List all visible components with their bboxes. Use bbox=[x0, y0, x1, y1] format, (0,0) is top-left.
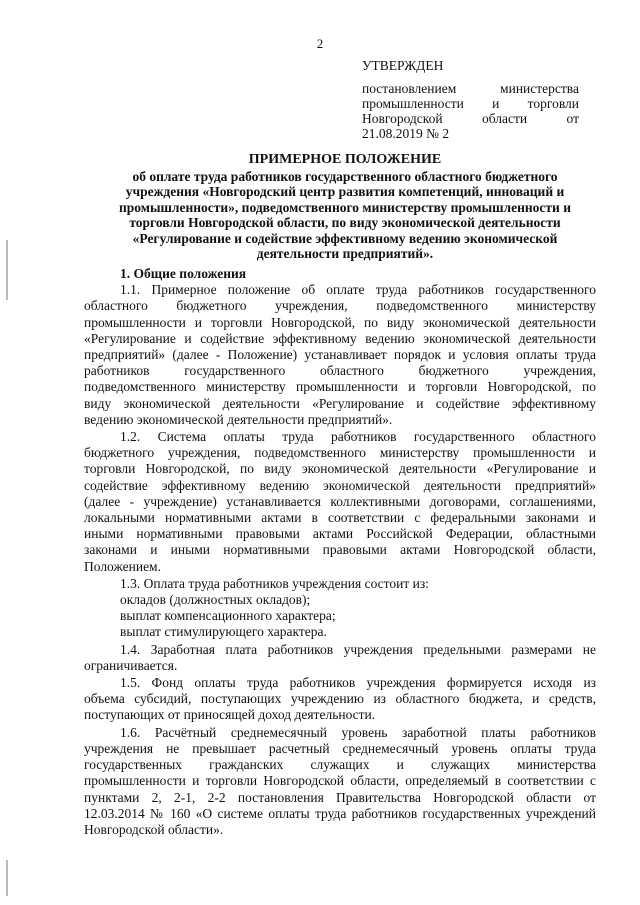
paragraph-line: промышленности и торговли Новгородской, по виду экономической деятельности bbox=[84, 314, 596, 330]
paragraph-line: учреждения не превышает расчетный среднемесячный уровень оплаты труда bbox=[84, 740, 596, 756]
paragraph-line: 1.3. Оплата труда работников учреждения состоит из: bbox=[120, 575, 429, 591]
paragraph-line: поступающих от приносящей доход деятельности. bbox=[84, 707, 376, 723]
paragraph-1-3 bbox=[84, 576, 596, 641]
paragraph-line: пунктами 2, 2-1, 2-2 постановления Правительства Новгородской области от bbox=[84, 789, 596, 805]
approval-basis bbox=[362, 81, 579, 141]
document-body bbox=[84, 266, 596, 839]
paragraph-line: областного бюджетного учреждения, подведомственного министерству bbox=[84, 298, 596, 314]
section-paragraphs bbox=[84, 282, 596, 838]
document-subtitle-line: торговли Новгородской области, по виду экономической деятельности bbox=[129, 215, 561, 230]
section-heading: 1. Общие положения bbox=[120, 266, 247, 281]
paragraph-line: «Регулирование и содействие эффективному ведению экономической деятельности bbox=[84, 330, 596, 346]
paragraph-line: 1.5. Фонд оплаты труда работников учреждения формируется исходя из bbox=[120, 675, 596, 691]
paragraph-line: иными нормативными правовыми актами Российской Федерации, областными bbox=[84, 526, 596, 542]
paragraph-line: (далее - учреждение) устанавливается коллективными договорами, соглашениями, bbox=[84, 493, 596, 509]
approval-heading: УТВЕРЖДЕН bbox=[362, 58, 444, 73]
approval-basis-line: промышленности и торговли bbox=[362, 96, 579, 111]
paragraph-line: ведению экономической деятельности предприятий». bbox=[84, 411, 393, 427]
paragraph-line: подведомственного министерству промышленности и торговли Новгородской, по bbox=[84, 379, 596, 395]
paragraph-line: 1.6. Расчётный среднемесячный уровень заработной платы работников bbox=[120, 724, 596, 740]
paragraph-line: бюджетного учреждения, подведомственного министерству промышленности и bbox=[84, 445, 596, 461]
document-subtitle-line: деятельности предприятий». bbox=[256, 246, 434, 261]
paragraph-line: работников государственного областного бюджетного учреждения, bbox=[84, 363, 596, 379]
margin-scan-mark-top bbox=[6, 240, 8, 300]
paragraph-line: ограничивается. bbox=[84, 657, 178, 673]
document-subtitle-line: об оплате труда работников государственного областного бюджетного bbox=[132, 168, 558, 184]
paragraph-line: торговли Новгородской, по виду экономической деятельности «Регулирование и bbox=[84, 461, 596, 477]
paragraph-1-4 bbox=[84, 642, 596, 674]
paragraph-line: объема субсидий, поступающих учреждению из областного бюджета, и средств, bbox=[84, 691, 596, 707]
list-item: окладов (должностных окладов); bbox=[120, 592, 311, 608]
paragraph-line: Положением. bbox=[84, 558, 161, 574]
page-number: 2 bbox=[316, 36, 324, 51]
document-subtitle-line: учреждения «Новгородский центр развития компетенций, инноваций и bbox=[125, 184, 565, 199]
document-subtitle-line: промышленности», подведомственного министерству промышленности и bbox=[119, 199, 571, 215]
list-item: выплат компенсационного характера; bbox=[120, 608, 336, 624]
paragraph-1-6 bbox=[84, 725, 596, 838]
paragraph-line: 12.03.2014 № 160 «О системе оплаты труда работников государственных учреждений bbox=[84, 805, 596, 821]
paragraph-line: предприятий» (далее - Положение) устанавливает порядок и условия оплаты труда bbox=[84, 347, 596, 363]
paragraph-1-2 bbox=[84, 429, 596, 575]
paragraph-line: Новгородской области». bbox=[84, 821, 224, 837]
approval-basis-line: 21.08.2019 № 2 bbox=[362, 126, 450, 141]
paragraph-line: государственных гражданских служащих и служащих министерства bbox=[84, 757, 596, 773]
approval-basis-line: Новгородской области от bbox=[362, 111, 579, 126]
margin-scan-mark-bottom bbox=[6, 860, 8, 896]
list-item: выплат стимулирующего характера. bbox=[120, 624, 327, 640]
paragraph-line: законами и иными нормативными правовыми актами Новгородской области, bbox=[84, 542, 596, 558]
paragraph-line: 1.2. Система оплаты труда работников государственного областного bbox=[120, 429, 596, 445]
paragraph-line: содействие эффективному ведению экономической деятельности предприятий» bbox=[84, 477, 596, 493]
document-title-main: ПРИМЕРНОЕ ПОЛОЖЕНИЕ bbox=[248, 152, 442, 167]
paragraph-line: промышленности и торговли Новгородской области, определяемый в соответствии с bbox=[84, 773, 596, 789]
paragraph-1-1 bbox=[84, 282, 596, 428]
paragraph-line: 1.1. Примерное положение об оплате труда работников государственного bbox=[120, 282, 596, 298]
paragraph-line: локальными нормативными актами в соответствии с федеральными законами и bbox=[84, 510, 596, 526]
document-subtitle bbox=[110, 169, 580, 262]
approval-block bbox=[362, 58, 579, 141]
paragraph-line: виду экономической деятельности «Регулирование и содействие эффективному bbox=[84, 395, 596, 411]
paragraph-1-5 bbox=[84, 675, 596, 724]
document-title bbox=[110, 152, 580, 262]
approval-basis-line: постановлением министерства bbox=[362, 81, 579, 96]
paragraph-line: 1.4. Заработная плата работников учреждения предельными размерами не bbox=[120, 641, 596, 657]
document-subtitle-line: «Регулирование и содействие эффективному ведению экономической bbox=[132, 230, 558, 246]
